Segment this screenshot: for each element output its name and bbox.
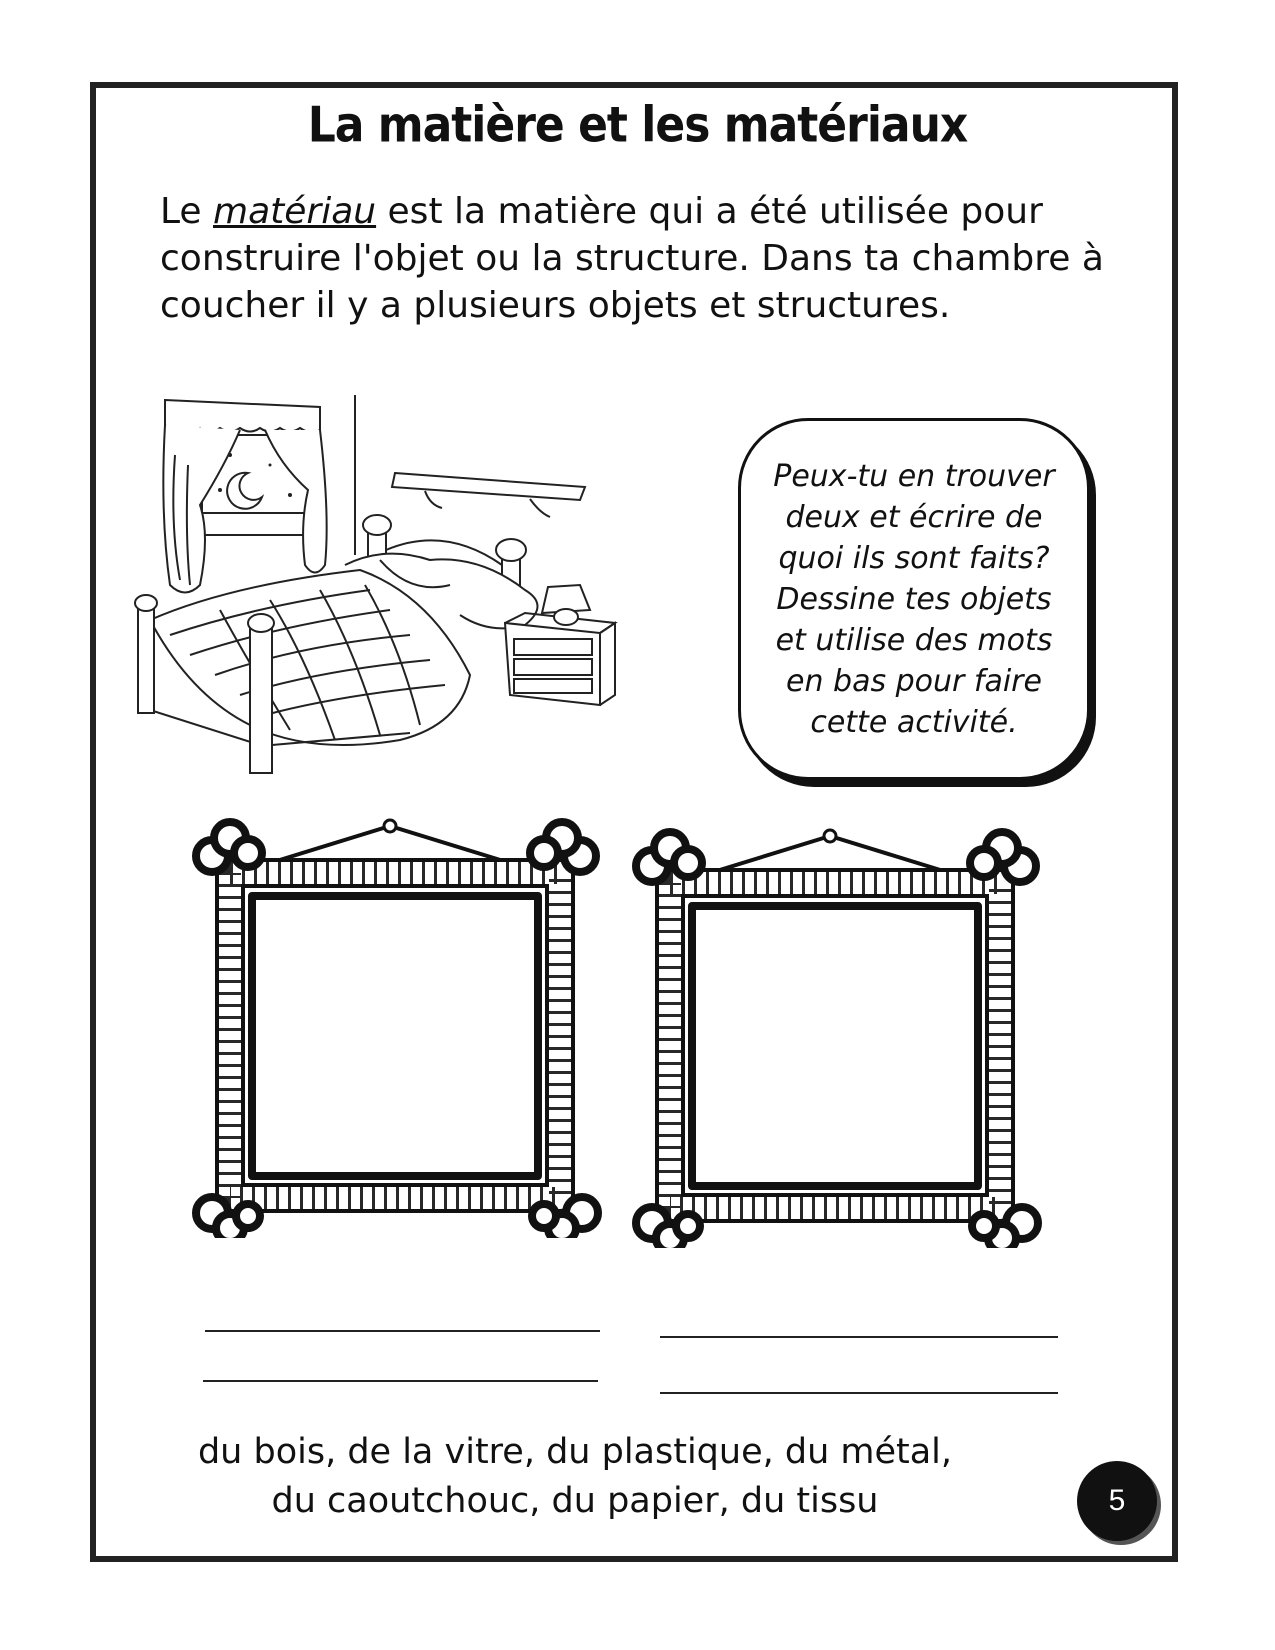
bubble-instructions: Peux-tu en trouver deux et écrire de quoi ils sont faits? Dessine tes objets et utilise des mots en bas pour faire cette activité. [773, 458, 1055, 740]
answer-line-right-2[interactable] [660, 1392, 1058, 1394]
underlined-term: matériau [213, 191, 377, 232]
intro-paragraph [160, 188, 1120, 329]
left-picture-frame[interactable] [190, 818, 605, 1238]
speech-bubble [738, 418, 1090, 780]
answer-line-right-1[interactable] [660, 1336, 1058, 1338]
intro-text-start: Le [160, 191, 214, 232]
word-bank [0, 1428, 1150, 1526]
page-number-badge: 5 [1077, 1461, 1157, 1541]
intro-text-end: est la matière qui a été utilisée pour construire l'objet ou la structure. Dans ta chambre à coucher il y a plusieurs objets et structures. [160, 191, 1104, 326]
answer-line-left-2[interactable] [203, 1380, 598, 1382]
page-title: La matière et les matériaux [307, 96, 968, 155]
bedroom-illustration [130, 395, 650, 805]
right-picture-frame[interactable] [630, 828, 1045, 1248]
word-bank-line-1: du bois, de la vitre, du plastique, du métal, [197, 1432, 953, 1472]
answer-line-left-1[interactable] [205, 1330, 600, 1332]
word-bank-line-2: du caoutchouc, du papier, du tissu [271, 1481, 879, 1521]
